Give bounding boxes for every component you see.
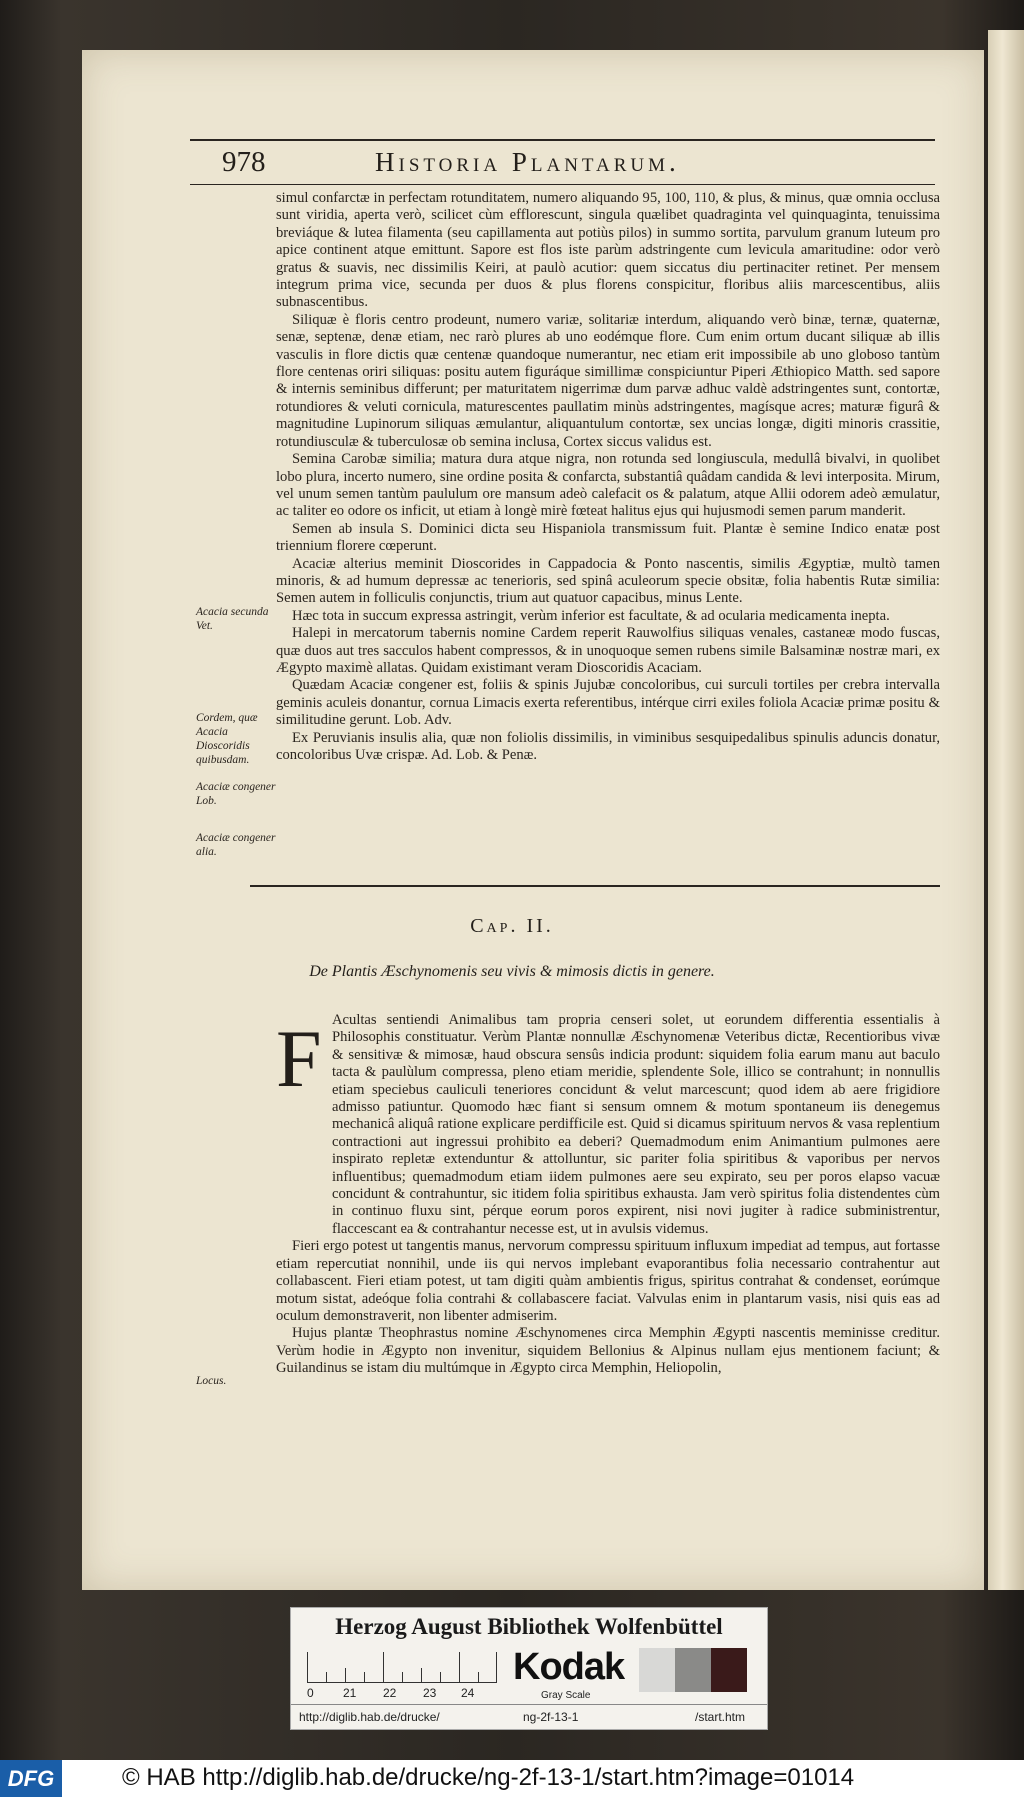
gray-patch-mid [675, 1648, 711, 1692]
margin-note: Acacia secunda Vet. [196, 606, 269, 632]
paragraph: simul confarctæ in perfectam rotunditatem, numero aliquando 95, 100, 110, & plus, & minus, quæ omnia occlusa sunt viridia, aperta verò, scilicet cùm efflorescunt, singula quælibet quadraginta vel quinquaginta, tenuissima breviáque & lutea filamenta (seu capillamenta aut potiùs pilos) in summo sortita, parvulum granum luteum pro apice continent atque emittunt. Sapore est flos iste parùm adstringente cum levicula amaritudine: odor verò gratus & suavis, nec dissimilis Keiri, at paulò acutior: quem siccatus diu pertinaciter retinet. Per mensem integrum prima vice, secunda per duos & plus florens conspicitur, floribus aliis marcescentibus, aliis subnascentibus. [276, 190, 940, 311]
label-url-id: ng-2f-13-1 [523, 1710, 579, 1724]
grayscale-label: Gray Scale [541, 1690, 591, 1701]
margin-note: Cordem, quæ Acacia Dioscoridis quibusdam. [196, 712, 258, 766]
ruler-number: 0 [307, 1686, 314, 1700]
margin-note: Acaciæ congener alia. [196, 832, 276, 858]
drop-cap: F [276, 1013, 322, 1104]
paragraph: Acaciæ alterius meminit Dioscorides in Cappadocia & Ponto nascentis, similis Ægyptiæ, multò tamen minoris, & ad humum depressæ ac tenerioris, sed spinâ aculeorum specie obsitæ, folia habentis Rutæ similia: Semen autem in folliculis conjunctis, trium aut quatuor capacibus, minus Lente. [276, 555, 940, 607]
chapter-subtitle: De Plantis Æschynomenis seu vivis & mimosis dictis in genere. [309, 963, 715, 980]
header-rule-lower [190, 184, 935, 185]
gray-patch-dark [711, 1648, 747, 1692]
paragraph: Ex Peruvianis insulis alia, quæ non foliolis dissimilis, in viminibus sesquipedalibus spinulis aduncis donatur, concoloribus Uvæ crispæ. Ad. Lob. & Penæ. [276, 729, 940, 763]
paragraph: Quædam Acaciæ congener est, foliis & spinis Jujubæ concoloribus, cui surculi tortiles per crebra intervalla geminis aculeis donantur, cornua Limacis exerta referentibus, intérque cirri exiles foliola Acaciæ primæ positu & similitudine gerunt. Lob. Adv. [276, 677, 940, 729]
paragraph: Semen ab insula S. Dominici dicta seu Hispaniola transmissum fuit. Plantæ è semine Indico enatæ post triennium florere cœperunt. [276, 520, 940, 555]
page-number: 978 [222, 146, 266, 178]
gray-patch-light [639, 1648, 675, 1692]
paragraph: Fieri ergo potest ut tangentis manus, nervorum compressu spirituum influxum impediat ad tempus, aut fortasse etiam repercutiat nonnihil, unde iis qui nervos implebant evaporantibus folia necessario contrahentur aut collabascent. Fieri etiam potest, ut tam digiti quàm ambientis frigus, spiritus contrahat & condenset, eorúmque motum sistat, adeóque folia contrahi & collabascere faciat. Valvulas enim in plantarum vasis, nisi quis eas ad oculum demonstraverit, non libenter admiserim. [276, 1238, 940, 1324]
ruler-number: 24 [461, 1686, 475, 1700]
footer-bar [0, 1760, 1024, 1797]
running-head: Historia Plantarum. [375, 147, 680, 177]
copyright-link[interactable]: © HAB http://diglib.hab.de/drucke/ng-2f-13-1/start.htm?image=01014 [122, 1764, 855, 1791]
dfg-logo: DFG [0, 1760, 62, 1797]
paragraph: Hæc tota in succum expressa astringit, verùm inferior est facultate, & ad ocularia medicamenta inepta. [292, 607, 890, 624]
paragraph: Semina Carobæ similia; matura dura atque nigra, non rotunda sed longiuscula, medullâ bivalvi, in quolibet lobo plura, incerto numero, sine ordine posita & confarcta, substantiâ quâdam candida & levi interposita. Mirum, vel unum semen tantùm paululum ore mansum adeò calefacit os & palatum, atque Allii odorem adeò æmulatur, ac taliter eo odore os inficit, ut etiam à longè mirè fœteat halitus ejus qui hujusmodi semen parum manderit. [276, 451, 940, 520]
text-block-upper [276, 190, 940, 764]
ruler-number: 23 [423, 1686, 437, 1700]
margin-note: Locus. [196, 1375, 227, 1387]
paragraph: Halepi in mercatorum tabernis nomine Cardem reperit Rauwolfius siliquas venales, castaneæ modo fuscas, quæ duos aut tres sacculos habent compressos, & in unoquoque semen rubens simile Balsaminæ nostræ mari, ex Ægypto maximè allatas. Quidam existimant veram Dioscoridis Acaciam. [276, 625, 940, 676]
label-divider [291, 1704, 767, 1705]
paragraph: Hujus plantæ Theophrastus nomine Æschynomenes circa Memphin Ægypti nascentis meminisse creditur. Verùm hodie in Ægypto non invenitur, siquidem Bellonius & Alpinus nullam ejus mentionem faciunt; & Guilandinus se istam diu multúmque in Ægypto circa Memphin, Heliopolin, [276, 1325, 940, 1377]
label-url-base: http://diglib.hab.de/drucke/ [299, 1710, 440, 1724]
chapter-title: Cap. II. [470, 915, 554, 937]
ruler-number: 22 [383, 1686, 397, 1700]
library-label [290, 1607, 768, 1730]
ruler-number: 21 [343, 1686, 357, 1700]
facing-page-edge [988, 30, 1024, 1590]
margin-note: Acaciæ congener Lob. [196, 781, 276, 807]
ruler-scale [307, 1648, 497, 1683]
paragraph: Acultas sentiendi Animalibus tam propria censeri solet, ut eorundem differentia essentialis à Philosophis constituatur. Verùm Plantæ nonnullæ Æschynomenæ Veteribus dictæ, Recentioribus vivæ & sensitivæ & mimosæ, haud obscura sensûs indicia produnt: siquidem folia earum manu aut baculo tacta & paulùlum compressa, pleno etiam meridie, splendente Sole, illico se contrahunt; in nonnullis etiam speciebus cauliculi teneriores concidunt & velut marcescunt; quod idem ab aere frigidiore admisso patiuntur. Quomodo hæc fiant si sensum omnem & motum spontaneum iis denegemus mechanicâ aliquâ ratione explicare perdifficile est. Quid si dicamus spirituum nervos & vasa replentium contractioni aut ingressui prohibito ea deberi? Quemadmodum enim Animantium pulmones aere inspirato repletæ extenduntur & attolluntur, sic pariter folia spiritibus & vaporibus per nervos influentibus; quemadmodum etiam iidem pulmones aere seu expirato, seu per poros elapso vacuæ concidunt & contrahuntur, sic itidem folia spiritibus exhausta. Jam verò spiritus folia distendentes cùm in continuo fluxu sint, pérque eorum poros expirent, nisi novi jugiter à radice subministrentur, flaccescant ea & contrahantur necesse est, ut in avulsis videmus. [332, 1012, 940, 1237]
text-block-lower [276, 1012, 940, 1378]
institution-name: Herzog August Bibliothek Wolfenbüttel [335, 1614, 723, 1639]
section-divider [250, 885, 940, 887]
label-url-page: /start.htm [695, 1710, 746, 1724]
paragraph: Siliquæ è floris centro prodeunt, numero variæ, solitariæ interdum, aliquando verò binæ, ternæ, quaternæ, senæ, septenæ, denæ etiam, nec rarò plures ab uno eodémque flore. Cum enim ortum ducant siliquæ ab illis vasculis in flore dictis quæ centenæ quandoque numerantur, nec etiam erit impossibile ab uno globoso tantùm flore centenas oriri siliquas: positu autem figuráque simillimæ conspiciuntur Piperi Æthiopico Matth. sed sapore & internis seminibus differunt; per maturitatem nigerrimæ dum parvæ adhuc valdè adstringentes sunt, contortæ, rotundiores & veluti cornicula, maturescentes paullatim minùs adstringentes, magísque acres; maturæ figurâ & magnitudine Lupinorum siliquas æmulantur, aliquantulum contortæ, sex uncias longæ, digiti minoris crassitie, rotundiusculæ & tuberculosæ ob semina inclusa, Cortex siccus validus est. [276, 311, 940, 450]
kodak-logo: Kodak [513, 1646, 625, 1688]
header-rule [190, 139, 935, 141]
